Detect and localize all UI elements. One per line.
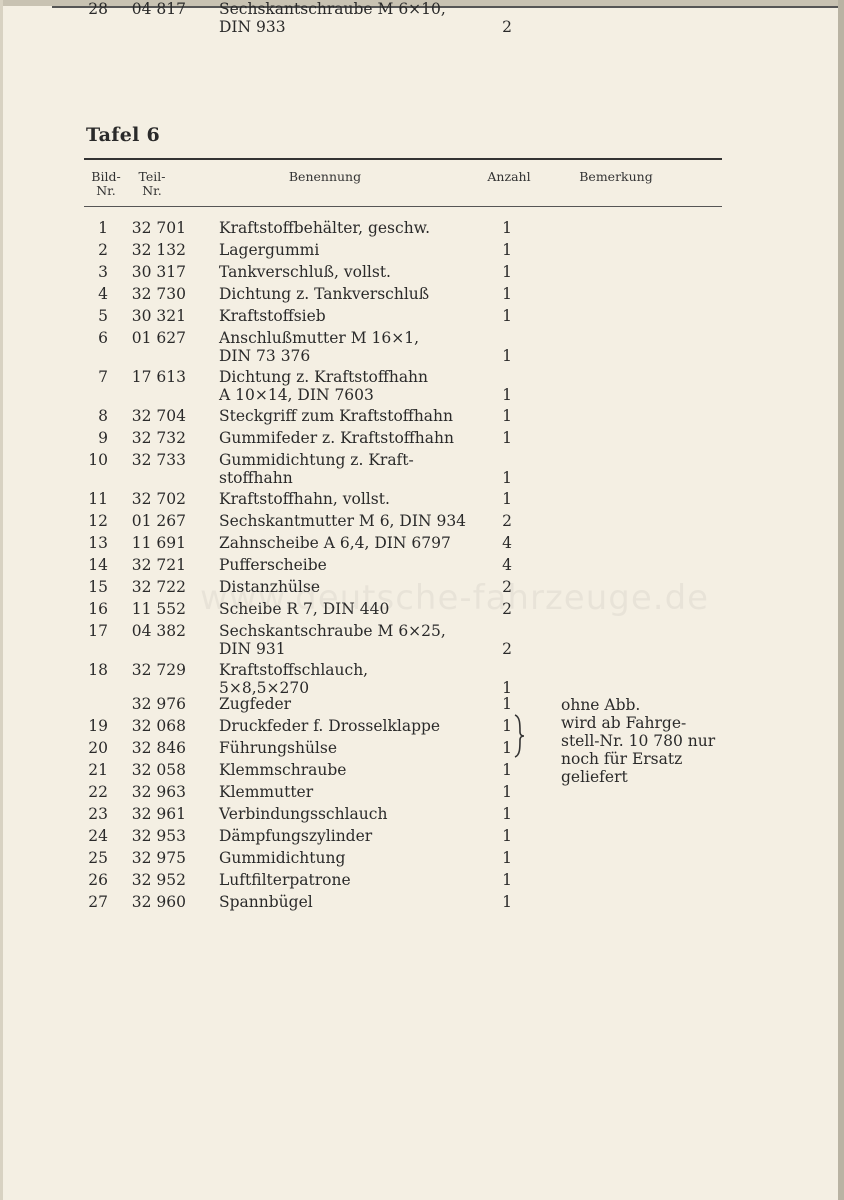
benennung-line: Kraftstoffschlauch, <box>219 661 369 679</box>
benennung-cell <box>219 893 499 911</box>
teil-nr-cell: 32 068 <box>131 717 186 735</box>
benennung-line: Kraftstoffbehälter, geschw. <box>219 219 431 237</box>
benennung-line: Tankverschluß, vollst. <box>219 263 391 281</box>
benennung-cell <box>219 556 499 574</box>
benennung-cell <box>219 827 499 845</box>
benennung-line: Scheibe R 7, DIN 440 <box>219 600 390 618</box>
anzahl-cell: 2 <box>502 640 512 658</box>
anzahl-cell: 1 <box>502 805 512 823</box>
anzahl-cell: 2 <box>502 512 512 530</box>
bild-nr-cell: 2 <box>98 241 108 259</box>
remark-line: wird ab Fahrge- <box>561 714 687 732</box>
teil-nr-cell: 32 846 <box>131 739 186 757</box>
bild-nr-cell: 19 <box>88 717 108 735</box>
bild-nr-cell: 23 <box>88 805 108 823</box>
teil-nr-cell: 32 963 <box>131 783 186 801</box>
benennung-line: Dichtung z. Tankverschluß <box>219 285 430 303</box>
anzahl-cell: 1 <box>502 429 512 447</box>
benennung-line: Spannbügel <box>219 893 313 911</box>
anzahl-cell: 1 <box>502 469 512 487</box>
remark-line: noch für Ersatz <box>561 750 683 768</box>
benennung-line: Gummidichtung z. Kraft- <box>219 451 414 469</box>
bild-nr-cell: 13 <box>88 534 108 552</box>
benennung-line: Zahnscheibe A 6,4, DIN 6797 <box>219 534 451 552</box>
benennung-line: Dämpfungszylinder <box>219 827 373 845</box>
benennung-line: Steckgriff zum Kraftstoffhahn <box>219 407 454 425</box>
anzahl-cell: 1 <box>502 241 512 259</box>
benennung-line: Zugfeder <box>219 695 292 713</box>
teil-nr-cell: 32 721 <box>131 556 186 574</box>
benennung-cell <box>219 451 499 487</box>
teil-nr-cell: 32 729 <box>131 661 186 679</box>
benennung-line: DIN 933 <box>219 18 286 36</box>
bild-nr-cell: 28 <box>88 0 108 18</box>
benennung-line: Lagergummi <box>219 241 320 259</box>
anzahl-cell: 1 <box>502 347 512 365</box>
bild-nr-cell: 11 <box>88 490 108 508</box>
bild-nr-cell: 20 <box>88 739 108 757</box>
anzahl-cell: 1 <box>502 407 512 425</box>
teil-nr-cell: 11 552 <box>131 600 186 618</box>
benennung-line: stoffhahn <box>219 469 293 487</box>
remark-note <box>561 696 736 786</box>
bild-nr-cell: 25 <box>88 849 108 867</box>
anzahl-cell: 1 <box>502 717 512 735</box>
teil-nr-cell: 17 613 <box>131 368 186 386</box>
benennung-line: Kraftstoffhahn, vollst. <box>219 490 390 508</box>
anzahl-cell: 1 <box>502 490 512 508</box>
bild-nr-cell: 21 <box>88 761 108 779</box>
page-edge-right <box>838 0 844 1200</box>
brace-icon <box>512 714 526 758</box>
benennung-cell <box>219 761 499 779</box>
bild-nr-cell: 26 <box>88 871 108 889</box>
anzahl-cell: 4 <box>502 534 512 552</box>
anzahl-cell: 2 <box>502 18 512 36</box>
anzahl-cell: 4 <box>502 556 512 574</box>
teil-nr-cell: 32 730 <box>131 285 186 303</box>
header-rule-top <box>84 158 722 160</box>
benennung-cell <box>219 219 499 237</box>
benennung-line: Dichtung z. Kraftstoffhahn <box>219 368 429 386</box>
anzahl-cell: 1 <box>502 285 512 303</box>
bild-nr-cell: 12 <box>88 512 108 530</box>
benennung-cell <box>219 695 499 713</box>
teil-nr-cell: 32 132 <box>131 241 186 259</box>
teil-nr-cell: 04 817 <box>131 0 186 18</box>
benennung-line: Druckfeder f. Drosselklappe <box>219 717 441 735</box>
bild-nr-cell: 7 <box>98 368 108 386</box>
bild-nr-cell: 14 <box>88 556 108 574</box>
benennung-line: Verbindungsschlauch <box>219 805 388 823</box>
teil-nr-cell: 30 321 <box>131 307 186 325</box>
bild-nr-cell: 1 <box>98 219 108 237</box>
benennung-cell <box>219 490 499 508</box>
remark-line: stell-Nr. 10 780 nur <box>561 732 716 750</box>
teil-nr-cell: 32 058 <box>131 761 186 779</box>
benennung-cell <box>219 783 499 801</box>
anzahl-cell: 1 <box>502 679 512 697</box>
anzahl-cell: 1 <box>502 695 512 713</box>
remark-line: geliefert <box>561 768 628 786</box>
anzahl-cell: 1 <box>502 386 512 404</box>
benennung-line: Kraftstoffsieb <box>219 307 326 325</box>
column-header-teil: Teil- Nr. <box>138 169 166 198</box>
benennung-cell <box>219 600 499 618</box>
benennung-cell <box>219 329 499 365</box>
anzahl-cell: 1 <box>502 263 512 281</box>
anzahl-cell: 1 <box>502 761 512 779</box>
benennung-cell <box>219 241 499 259</box>
benennung-cell <box>219 512 499 530</box>
bild-nr-cell: 6 <box>98 329 108 347</box>
header-rule-bottom <box>84 206 722 207</box>
benennung-line: Sechskantschraube M 6×25, <box>219 622 446 640</box>
anzahl-cell: 1 <box>502 783 512 801</box>
teil-nr-cell: 32 953 <box>131 827 186 845</box>
benennung-cell <box>219 871 499 889</box>
benennung-cell <box>219 285 499 303</box>
teil-nr-cell: 04 382 <box>131 622 186 640</box>
bild-nr-cell: 15 <box>88 578 108 596</box>
teil-nr-cell: 01 627 <box>131 329 186 347</box>
column-header-benennung: Benennung <box>288 169 362 184</box>
column-header-bild: Bild- Nr. <box>91 169 121 198</box>
teil-nr-cell: 32 701 <box>131 219 186 237</box>
teil-nr-cell: 32 961 <box>131 805 186 823</box>
column-header-bemerkung: Bemerkung <box>579 169 653 184</box>
benennung-cell <box>219 407 499 425</box>
benennung-cell <box>219 578 499 596</box>
bild-nr-cell: 8 <box>98 407 108 425</box>
bild-nr-cell: 17 <box>88 622 108 640</box>
teil-nr-cell: 32 960 <box>131 893 186 911</box>
teil-nr-cell: 11 691 <box>131 534 186 552</box>
teil-nr-cell: 32 702 <box>131 490 186 508</box>
anzahl-cell: 1 <box>502 219 512 237</box>
benennung-line: DIN 73 376 <box>219 347 311 365</box>
benennung-line: Distanzhülse <box>219 578 321 596</box>
benennung-cell <box>219 622 499 658</box>
benennung-line: Klemmschraube <box>219 761 347 779</box>
teil-nr-cell: 32 952 <box>131 871 186 889</box>
anzahl-cell: 1 <box>502 849 512 867</box>
remark-line: ohne Abb. <box>561 696 641 714</box>
benennung-line: Gummidichtung <box>219 849 346 867</box>
anzahl-cell: 2 <box>502 578 512 596</box>
benennung-cell <box>219 849 499 867</box>
benennung-line: DIN 931 <box>219 640 286 658</box>
benennung-cell <box>219 805 499 823</box>
teil-nr-cell: 01 267 <box>131 512 186 530</box>
bild-nr-cell: 3 <box>98 263 108 281</box>
benennung-cell <box>219 429 499 447</box>
benennung-cell <box>219 368 499 404</box>
anzahl-cell: 2 <box>502 600 512 618</box>
benennung-line: Sechskantmutter M 6, DIN 934 <box>219 512 467 530</box>
bild-nr-cell: 5 <box>98 307 108 325</box>
benennung-line: Luftfilterpatrone <box>219 871 351 889</box>
benennung-cell <box>219 661 499 697</box>
bild-nr-cell: 22 <box>88 783 108 801</box>
page-title: Tafel 6 <box>86 124 161 146</box>
teil-nr-cell: 32 722 <box>131 578 186 596</box>
bild-nr-cell: 9 <box>98 429 108 447</box>
benennung-line: Klemmutter <box>219 783 314 801</box>
teil-nr-cell: 30 317 <box>131 263 186 281</box>
bild-nr-cell: 4 <box>98 285 108 303</box>
benennung-cell <box>219 263 499 281</box>
anzahl-cell: 1 <box>502 307 512 325</box>
benennung-line: Sechskantschraube M 6×10, <box>219 0 446 18</box>
bild-nr-cell: 16 <box>88 600 108 618</box>
anzahl-cell: 1 <box>502 871 512 889</box>
benennung-cell <box>219 0 499 36</box>
benennung-line: A 10×14, DIN 7603 <box>219 386 374 404</box>
teil-nr-cell: 32 704 <box>131 407 186 425</box>
benennung-line: Führungshülse <box>219 739 338 757</box>
benennung-cell <box>219 307 499 325</box>
benennung-line: Gummifeder z. Kraftstoffhahn <box>219 429 454 447</box>
benennung-line: Pufferscheibe <box>219 556 327 574</box>
anzahl-cell: 1 <box>502 739 512 757</box>
page-edge-left <box>0 0 3 1200</box>
anzahl-cell: 1 <box>502 893 512 911</box>
teil-nr-cell: 32 975 <box>131 849 186 867</box>
benennung-line: Anschlußmutter M 16×1, <box>219 329 420 347</box>
bild-nr-cell: 18 <box>88 661 108 679</box>
column-header-anzahl: Anzahl <box>487 169 531 184</box>
teil-nr-cell: 32 732 <box>131 429 186 447</box>
benennung-cell <box>219 717 499 735</box>
anzahl-cell: 1 <box>502 827 512 845</box>
teil-nr-cell: 32 733 <box>131 451 186 469</box>
bild-nr-cell: 27 <box>88 893 108 911</box>
benennung-line: 5×8,5×270 <box>219 679 310 697</box>
teil-nr-cell: 32 976 <box>131 695 186 713</box>
benennung-cell <box>219 739 499 757</box>
benennung-cell <box>219 534 499 552</box>
bild-nr-cell: 24 <box>88 827 108 845</box>
bild-nr-cell: 10 <box>88 451 108 469</box>
